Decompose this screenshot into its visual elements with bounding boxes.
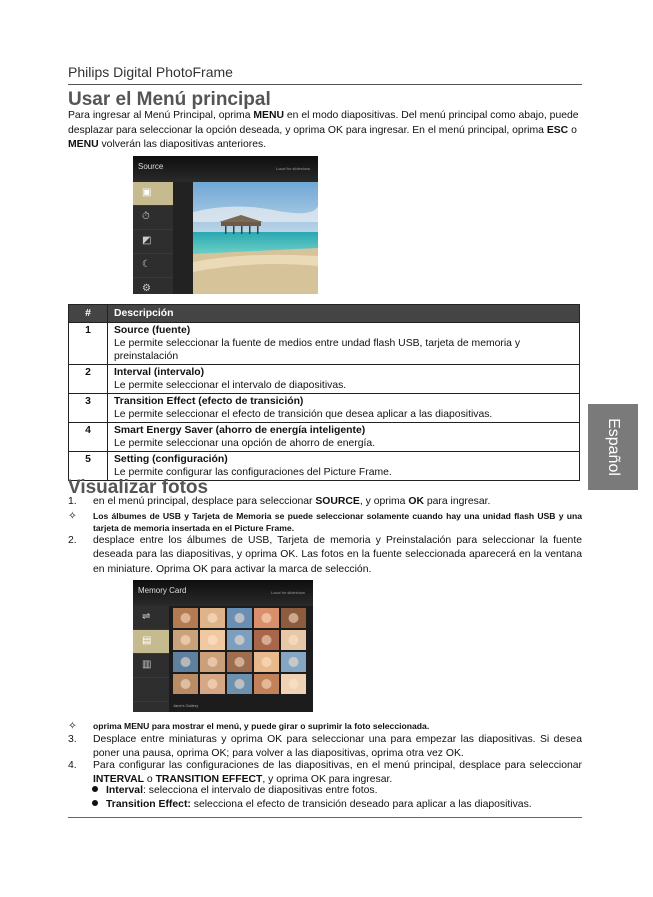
table-row	[69, 323, 580, 365]
footer-divider	[68, 817, 582, 818]
bullet-dot-icon	[92, 800, 98, 806]
thumbnail-subject	[289, 613, 299, 623]
row-description: Smart Energy Saver (ahorro de energía inteligente) Le permite seleccionar una opción de ahorro de energía.	[108, 423, 580, 452]
main-menu-intro: Para ingresar al Menú Principal, oprima MENU en el modo diapositivas. Del menú principal como abajo, puede desplazar para seleccionar la opción deseada, y oprima OK para ingresar. En el menú principal, oprima ESC o MENU volverán las diapositivas anteriores.	[68, 110, 579, 150]
thumbnail-subject	[208, 657, 218, 667]
note-2: ✧ oprima MENU para mostrar el menú, y puede girar o suprimir la foto seleccionada.	[68, 720, 582, 732]
thumbnail-subject	[181, 635, 191, 645]
bullet-dot-icon	[92, 786, 98, 792]
thumbnail-subject	[289, 657, 299, 667]
screenshot-title: Memory Card	[138, 586, 187, 595]
menu-transition-icon: ◩	[133, 230, 173, 254]
thumbnail-subject	[181, 679, 191, 689]
menu-description-table	[68, 304, 580, 481]
header-divider	[68, 84, 582, 85]
document-header: Philips Digital PhotoFrame	[68, 64, 233, 80]
screenshot-subtitle: Local for slideshow	[275, 166, 310, 171]
language-tab	[588, 404, 638, 490]
screenshot-title-bar	[133, 580, 313, 606]
beach-pier-photo	[173, 182, 318, 294]
menu-source-icon: ▣	[133, 182, 173, 206]
thumbnail-subject	[181, 613, 191, 623]
row-description: Transition Effect (efecto de transición) Le permite seleccionar el efecto de transición que desea aplicar a las diapositivas.	[108, 394, 580, 423]
memory-card-screenshot	[133, 580, 313, 712]
table-header-number: #	[69, 305, 108, 323]
thumbnail-subject	[208, 679, 218, 689]
screenshot-title: Source	[138, 162, 164, 171]
screenshot-title-bar	[133, 156, 318, 182]
step-4: 4. Para configurar las configuraciones de las diapositivas, en el menú principal, desplace para seleccionar INTERVAL o TRANSITION EFFECT, y oprima OK para ingresar.	[68, 760, 582, 786]
section-title-main-menu: Usar el Menú principal	[68, 89, 271, 110]
row-number: 2	[69, 365, 108, 394]
album-memory-card-icon: ▤	[133, 630, 169, 654]
menu-interval-icon: ⏱	[133, 206, 173, 230]
table-header-row	[69, 305, 580, 323]
menu-setting-icon: ⚙	[133, 278, 173, 294]
thumbnail-subject	[289, 635, 299, 645]
bullet-transition-effect: Transition Effect: selecciona el efecto de transición deseado para aplicar a las diapositivas.	[92, 798, 532, 812]
note-1: ✧ Los álbumes de USB y Tarjeta de Memoria se puede seleccionar solamente cuando hay una unidad flash USB y una tarjeta de memoria insertada en el Picture Frame.	[68, 511, 582, 533]
album-empty-slot	[133, 678, 169, 702]
thumbnail-subject	[262, 679, 272, 689]
table-row	[69, 365, 580, 394]
bullet-interval: Interval: selecciona el intervalo de diapositivas entre fotos.	[92, 784, 377, 798]
step-2: 2. desplace entre los álbumes de USB, Tarjeta de memoria y Preinstalación para seleccionar la fuente deseada para las diapositivas, y oprima OK. Las fotos en la fuente seleccionada aparecerá en la ventana en miniature. Oprima OK para activar la marca de selección.	[68, 535, 582, 575]
table-header-description: Descripción	[108, 305, 580, 323]
row-description: Setting (configuración) Le permite configurar las configuraciones del Picture Frame.	[108, 452, 580, 481]
step-3: 3. Desplace entre miniaturas y oprima OK para seleccionar una para empezar las diapositivas. Si desea poner una pausa, oprima OK; para volver a las diapositivas, oprima otra vez OK.	[68, 734, 582, 760]
menu-column	[133, 182, 173, 294]
thumbnail-grid	[173, 608, 309, 696]
thumbnail-subject	[262, 613, 272, 623]
gallery-caption: Jane's Gallery	[173, 703, 199, 708]
thumbnail-subject	[262, 657, 272, 667]
thumbnail-subject	[208, 613, 218, 623]
album-internal-icon: ▥	[133, 654, 169, 678]
section-title-view-photos: Visualizar fotos	[68, 477, 209, 498]
row-number: 1	[69, 323, 108, 365]
thumbnail-subject	[235, 657, 245, 667]
screenshot-subtitle: Local for slideshow	[270, 590, 305, 595]
note-diamond-icon: ✧	[68, 511, 77, 522]
row-description: Source (fuente) Le permite seleccionar la fuente de medios entre undad flash USB, tarjeta de memoria y preinstalación	[108, 323, 580, 365]
thumbnail-subject	[289, 679, 299, 689]
thumbnail-subject	[208, 635, 218, 645]
thumbnail-subject	[235, 679, 245, 689]
main-menu-screenshot	[133, 156, 318, 294]
note-diamond-icon: ✧	[68, 721, 77, 732]
row-number: 4	[69, 423, 108, 452]
thumbnail-subject	[235, 635, 245, 645]
album-usb-icon: ⇌	[133, 606, 169, 630]
menu-energy-icon: ☾	[133, 254, 173, 278]
step-1: 1. en el menú principal, desplace para seleccionar SOURCE, y oprima OK para ingresar.	[68, 496, 491, 507]
thumbnail-subject	[235, 613, 245, 623]
table-row	[69, 394, 580, 423]
thumbnail-subject	[262, 635, 272, 645]
language-tab-label: Español	[605, 418, 622, 476]
table-row	[69, 423, 580, 452]
thumbnail-subject	[181, 657, 191, 667]
album-column	[133, 606, 169, 712]
row-number: 5	[69, 452, 108, 481]
row-number: 3	[69, 394, 108, 423]
row-description: Interval (intervalo) Le permite seleccionar el intervalo de diapositivas.	[108, 365, 580, 394]
